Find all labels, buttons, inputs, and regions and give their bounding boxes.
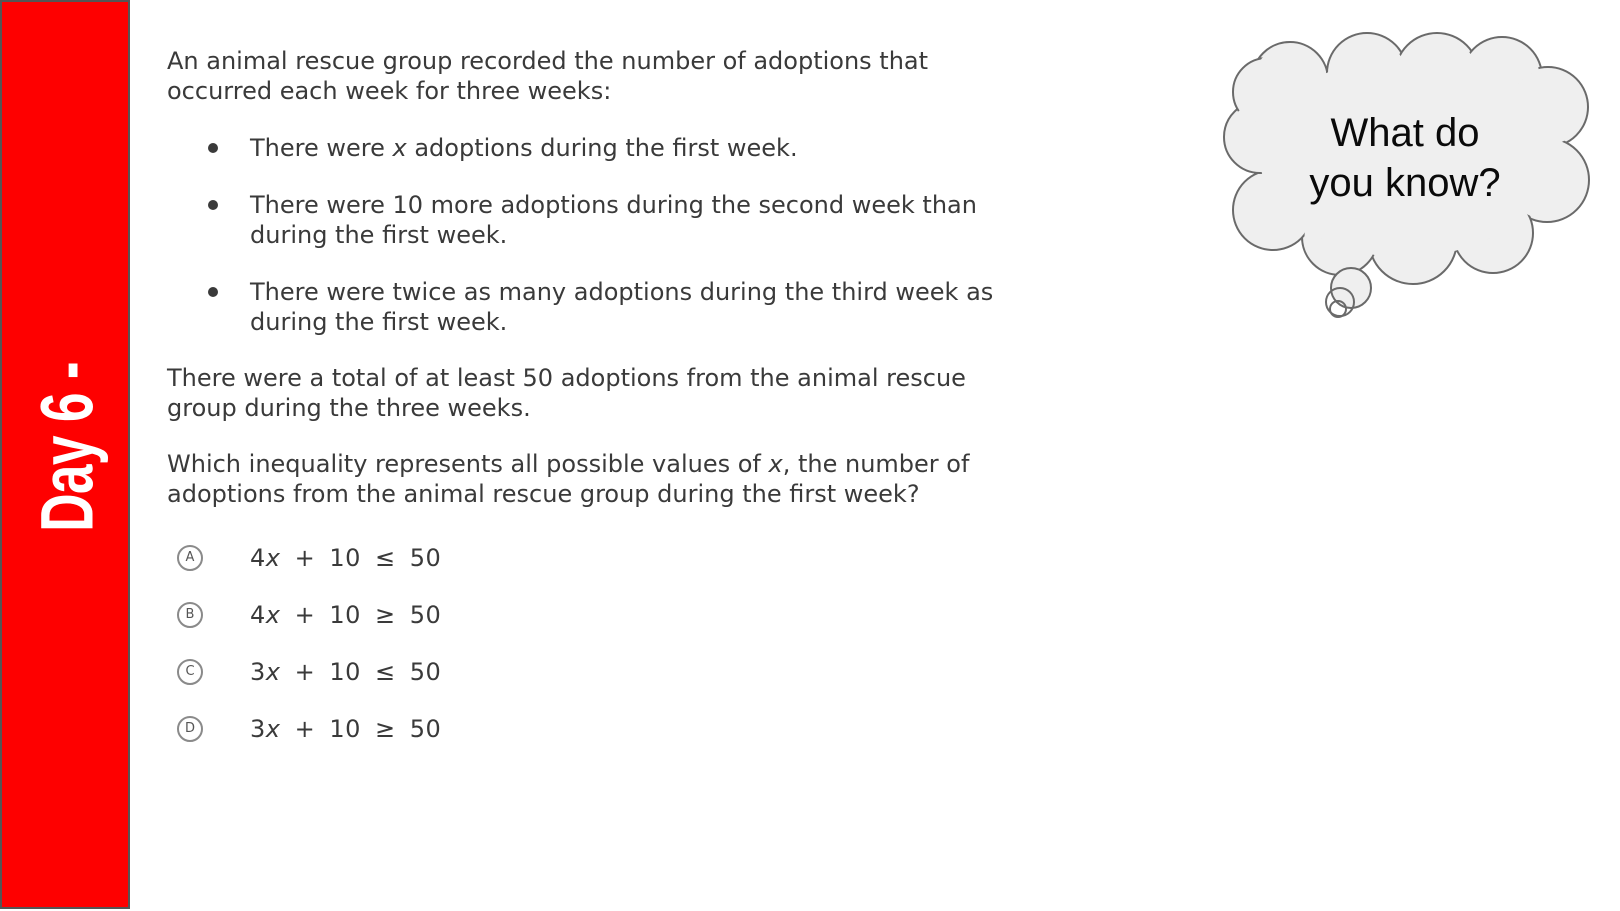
thought-bubble	[1215, 25, 1600, 325]
question-pre: Which inequality represents all possible values of	[167, 450, 769, 478]
day-banner	[0, 0, 130, 909]
choice-b-rest: + 10 ≥ 50	[280, 601, 442, 629]
choice-d-coef: 3	[250, 715, 266, 743]
choice-d-letter-badge[interactable]: D	[177, 716, 203, 742]
choice-a-letter-badge[interactable]: A	[177, 545, 203, 571]
choice-a-coef: 4	[250, 544, 266, 572]
intro-line-2: occurred each week for three weeks:	[167, 77, 612, 105]
choice-b-variable: x	[265, 601, 281, 629]
question-line-2: adoptions from the animal rescue group during the first week?	[167, 480, 920, 508]
question-paragraph	[167, 449, 969, 509]
day-banner-label: Day 6 -	[25, 362, 109, 532]
bullet-week3-line-1: There were twice as many adoptions during the third week as	[250, 278, 994, 306]
choice-d-equation	[250, 714, 441, 744]
bullet-week1-variable: x	[392, 134, 407, 162]
bullet-week1-pre: There were	[250, 134, 393, 162]
bullet-dot-icon	[208, 287, 218, 297]
total-line-1: There were a total of at least 50 adoptions from the animal rescue	[167, 364, 966, 392]
bullet-week1-text	[250, 133, 798, 163]
thought-bubble-line-1: What do	[1330, 111, 1480, 155]
total-paragraph	[167, 363, 966, 423]
bullet-week1-post: adoptions during the first week.	[406, 134, 798, 162]
question-post: , the number of	[782, 450, 970, 478]
bullet-week2-line-2: during the first week.	[250, 221, 508, 249]
bullet-dot-icon	[208, 200, 218, 210]
intro-paragraph	[167, 46, 928, 106]
choice-c-rest: + 10 ≤ 50	[280, 658, 442, 686]
total-line-2: group during the three weeks.	[167, 394, 531, 422]
question-line-1	[167, 449, 969, 479]
bullet-week3-line-2: during the first week.	[250, 308, 508, 336]
choice-c-equation	[250, 657, 441, 687]
thought-bubble-line-2: you know?	[1309, 161, 1501, 205]
choice-a-variable: x	[265, 544, 281, 572]
choice-d-rest: + 10 ≥ 50	[280, 715, 442, 743]
bullet-dot-icon	[208, 143, 218, 153]
choice-b-letter-badge[interactable]: B	[177, 602, 203, 628]
choice-c-variable: x	[265, 658, 281, 686]
choice-c-coef: 3	[250, 658, 266, 686]
question-variable: x	[768, 450, 783, 478]
choice-b-equation	[250, 600, 441, 630]
choice-a-equation	[250, 543, 441, 573]
problem-content	[167, 0, 1117, 911]
choice-a-rest: + 10 ≤ 50	[280, 544, 442, 572]
choice-b-coef: 4	[250, 601, 266, 629]
choice-d-variable: x	[265, 715, 281, 743]
bullet-week2-line-1: There were 10 more adoptions during the second week than	[250, 191, 977, 219]
thought-bubble-text	[1240, 108, 1570, 208]
choice-c-letter-badge[interactable]: C	[177, 659, 203, 685]
intro-line-1: An animal rescue group recorded the number of adoptions that	[167, 47, 929, 75]
